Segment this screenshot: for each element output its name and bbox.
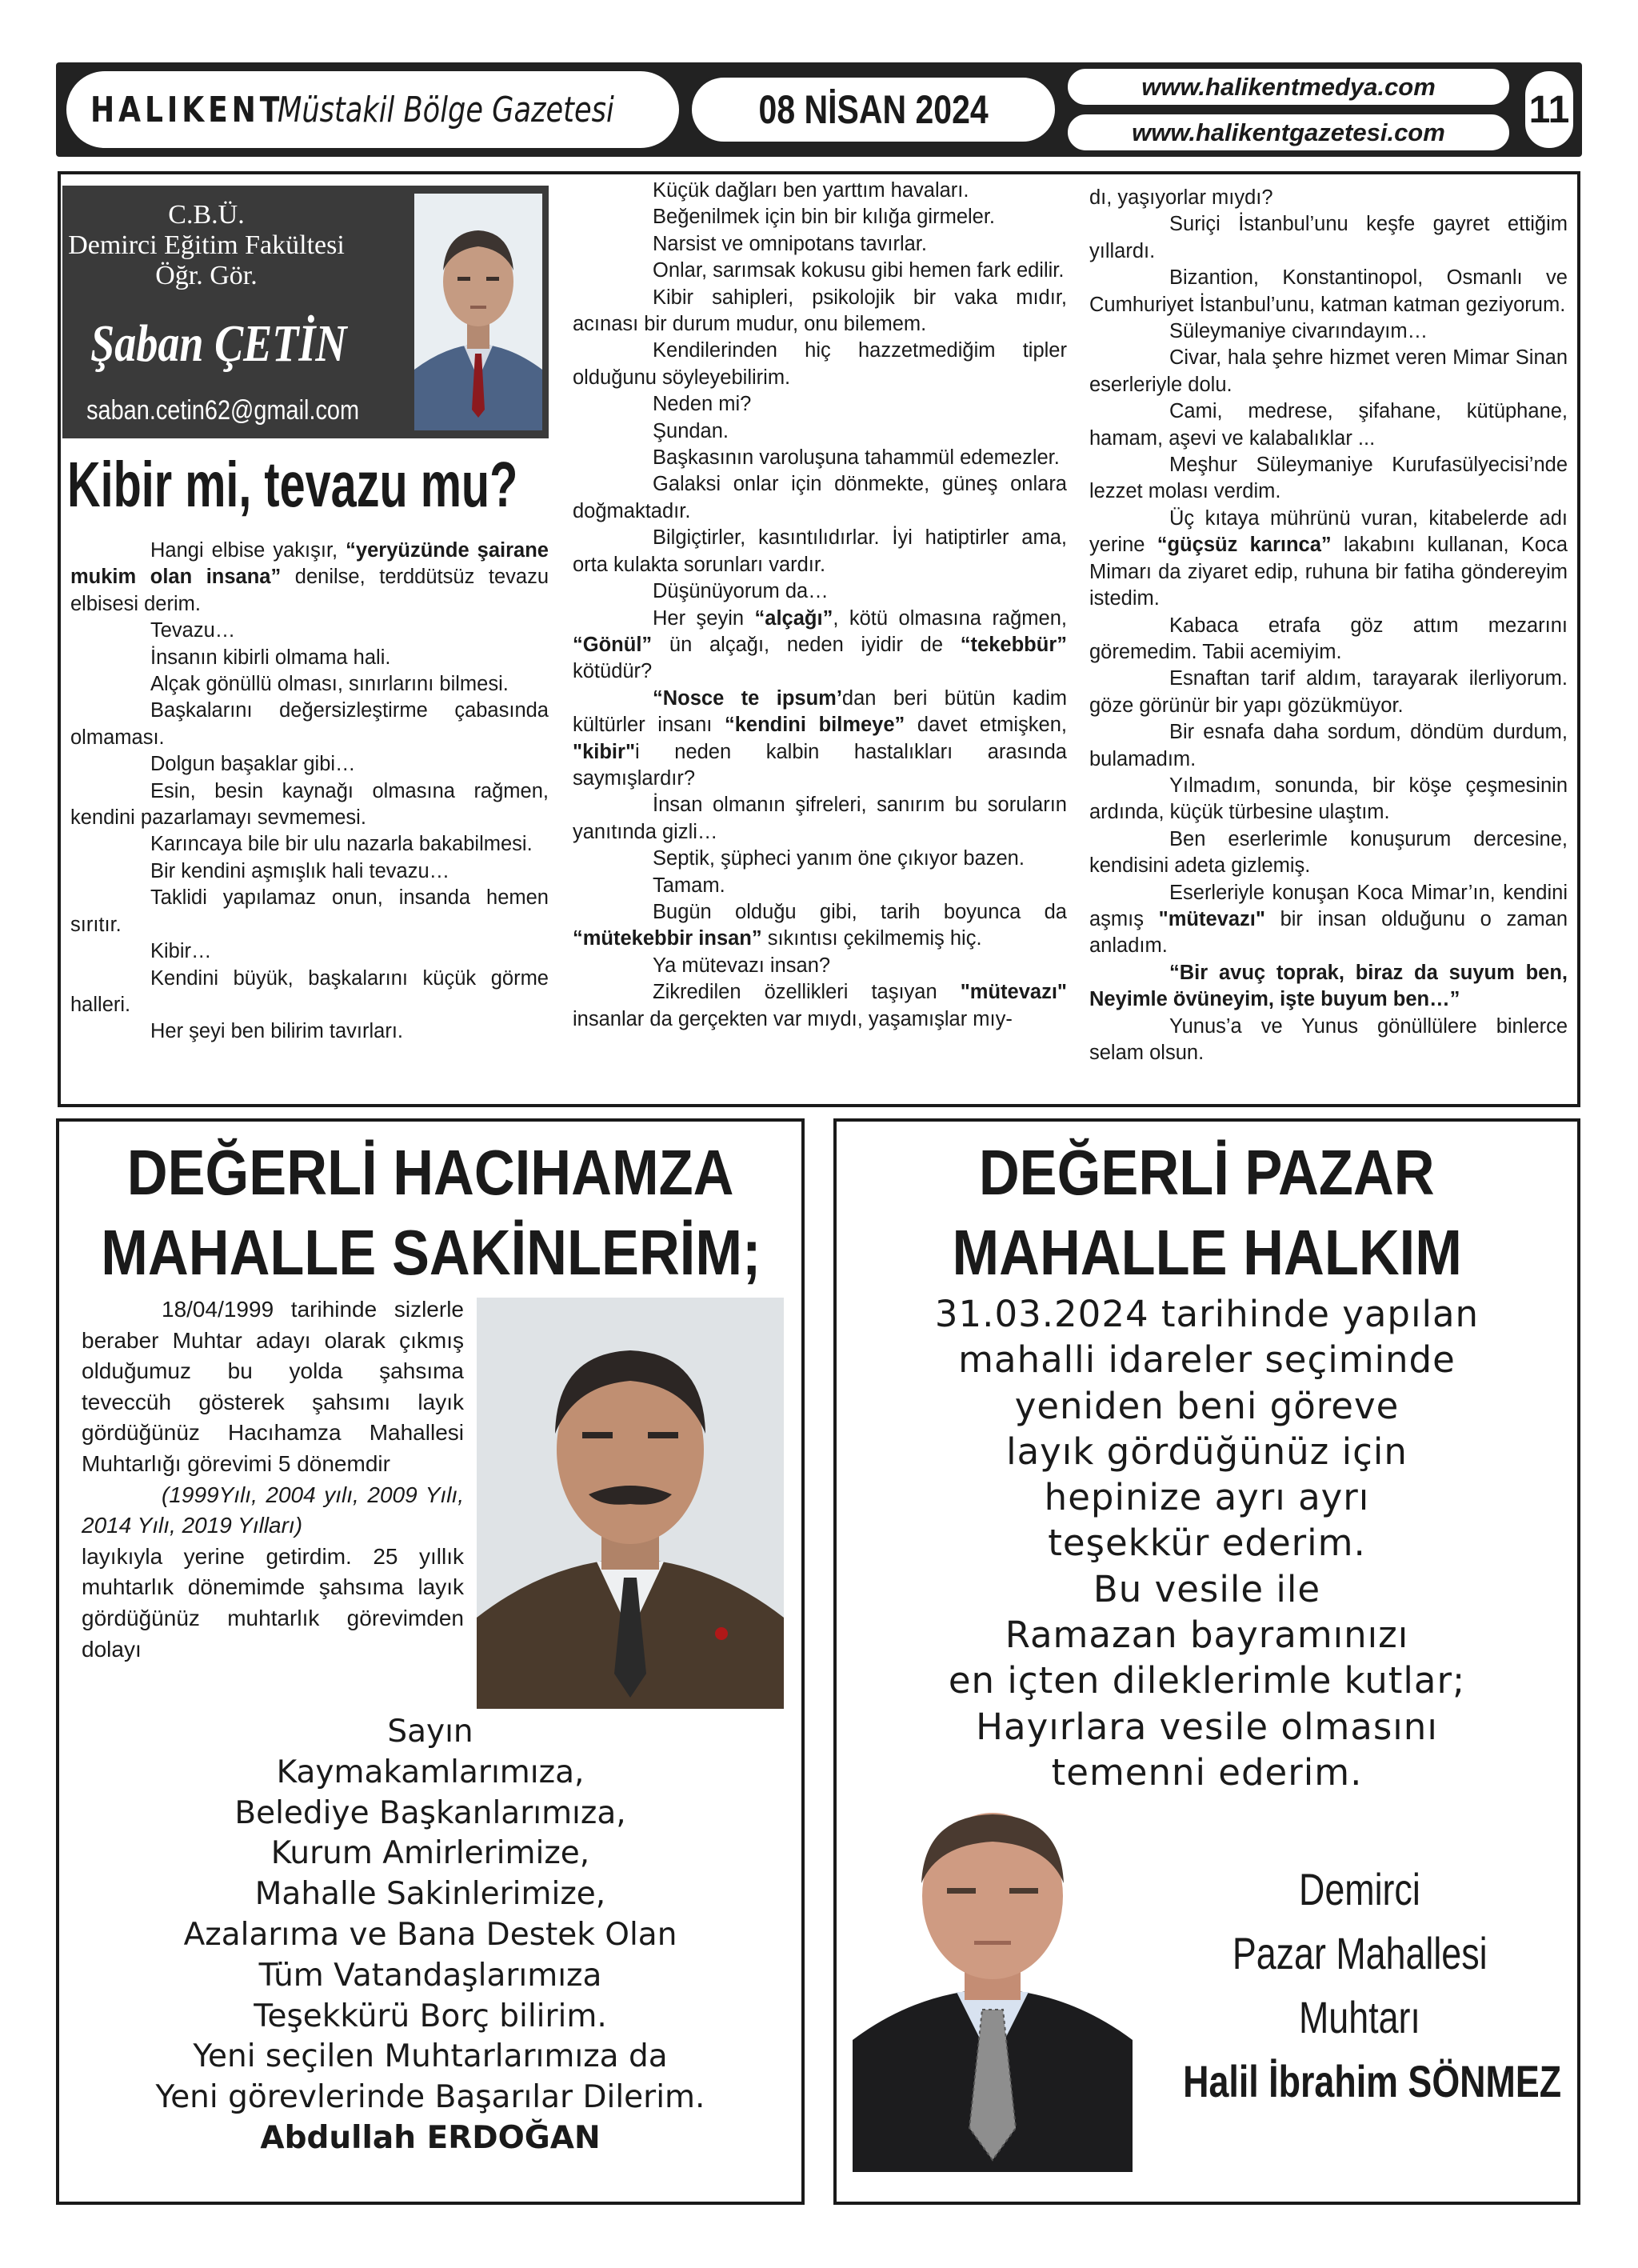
article-paragraph: Meşhur Süleymaniye Kurufasülyecisi’nde lezzet molası verdim.: [1089, 454, 1568, 503]
article-paragraph: İnsan olmanın şifreleri, sanırım bu soruların yanıtında gizli…: [573, 794, 1067, 843]
signature-district: Pazar Mahallesi: [1232, 1928, 1488, 1978]
article-paragraph: Kabaca etrafa göz attım mezarını göremedim. Tabii acemiyim.: [1089, 614, 1568, 663]
ad-left-line: Teşekkürü Borç bilirim.: [254, 1998, 607, 2034]
article-paragraph: Bugün olduğu gibi, tarih boyunca da “mütekebbir insan” sıkıntısı çekilmemiş hiç.: [573, 900, 1067, 950]
article-paragraph: Eserleriyle konuşan Koca Mimar’ın, kendini aşmış "mütevazı" bir insan olduğunu o zaman anladım.: [1089, 881, 1568, 958]
issue-date: 08 NİSAN 2024: [758, 87, 989, 132]
ad-left-signature: Abdullah ERDOĞAN: [260, 2119, 601, 2156]
ad-right-line: yeniden beni göreve: [1014, 1384, 1400, 1427]
ad-left-line: Tüm Vatandaşlarımıza: [258, 1957, 602, 1994]
article-paragraph: Süleymaniye civarındayım…: [1169, 320, 1428, 343]
article-column-1: [70, 538, 549, 1046]
article-paragraph: Tamam.: [653, 874, 725, 897]
article-paragraph: Karıncaya bile bir ulu nazarla bakabilmesi.: [150, 833, 533, 856]
ad-left-line: Belediye Başkanlarımıza,: [234, 1794, 626, 1831]
ad-left-years: (1999Yılı, 2004 yılı, 2009 Yılı, 2014 Yılı, 2019 Yılları): [82, 1482, 464, 1538]
article-paragraph: dı, yaşıyorlar mıydı?: [1089, 186, 1273, 209]
article-paragraph: Bir esnafa daha sordum, döndüm durdum, bulamadım.: [1089, 721, 1568, 770]
masthead: [56, 62, 1582, 157]
article-column-3: [1089, 185, 1568, 1066]
author-card: [62, 186, 549, 438]
ad-left-line: Azalarıma ve Bana Destek Olan: [183, 1916, 677, 1953]
website-pill-2: [1065, 112, 1512, 153]
article-paragraph: İnsanın kibirli olmama hali.: [150, 646, 391, 669]
article-title: Kibir mi, tevazu mu?: [67, 449, 518, 520]
website-link-1[interactable]: www.halikentmedya.com: [1141, 72, 1436, 101]
author-email[interactable]: saban.cetin62@gmail.com: [86, 395, 360, 426]
date-pill: [689, 75, 1057, 144]
page-number: 11: [1528, 88, 1570, 131]
article-paragraph: Bizantion, Konstantinopol, Osmanlı ve Cumhuriyet İstanbul’unu, katman katman geziyorum.: [1089, 266, 1568, 316]
website-link-2[interactable]: www.halikentgazetesi.com: [1132, 118, 1445, 146]
newspaper-tagline: Müstakil Bölge Gazetesi: [278, 89, 615, 130]
ad-right-body: [833, 1291, 1580, 1795]
ad-right-line: teşekkür ederim.: [1048, 1522, 1366, 1565]
author-faculty: Demirci Eğitim Fakültesi: [68, 230, 345, 260]
article-paragraph: Tevazu…: [150, 619, 236, 642]
article-paragraph: Esnaftan tarif aldım, tarayarak ilerliyorum. göze görünür bir yapı gözükmüyor.: [1089, 667, 1568, 717]
muhtar-photo-right: [853, 1800, 1133, 2172]
muhtar-photo-left: [477, 1298, 784, 1709]
ad-left-thanks: [56, 1712, 805, 2159]
ad-right-line: hepinize ayrı ayrı: [1044, 1476, 1370, 1519]
ad-right-line: layık gördüğünüz için: [1006, 1430, 1408, 1473]
ad-right-heading-2: MAHALLE HALKIM: [952, 1217, 1462, 1288]
ad-right-line: temenni ederim.: [1051, 1750, 1363, 1794]
article-paragraph: “Nosce te ipsum’dan beri bütün kadim kültürler insanı “kendini bilmeye” davet etmişken, "kibir"i neden kalbin hastalıkları arasında saymışlardır?: [573, 686, 1068, 790]
signature-name: Halil İbrahim SÖNMEZ: [1183, 2056, 1562, 2106]
article-paragraph: Onlar, sarımsak kokusu gibi hemen fark edilir.: [653, 259, 1065, 282]
article-paragraph: Her şeyin “alçağı”, kötü olmasına rağmen, “Gönül” ün alçağı, neden iyidir de “tekebbür” kötüdür?: [573, 606, 1067, 683]
ad-left-paragraph-1: 18/04/1999 tarihinde sizlerle beraber Muhtar adayı olarak çıkmış olduğumuz bu yolda şahsıma teveccüh gösterek şahsımı layık gördüğünüz Hacıhamza Mahallesi Muhtarlığı görevimi 5 dönemdir: [82, 1297, 464, 1476]
article-paragraph: Cami, medrese, şifahane, kütüphane, hamam, aşevi ve kalabalıklar ...: [1089, 400, 1568, 450]
article-column-2: [573, 178, 1067, 1033]
page-number-pill: [1523, 69, 1576, 150]
website-pill-1: [1065, 66, 1512, 107]
ad-left-line: Yeni seçilen Muhtarlarımıza da: [193, 2038, 668, 2075]
article-paragraph: Kendini büyük, başkalarını küçük görme halleri.: [70, 966, 549, 1016]
article-paragraph: Septik, şüpheci yanım öne çıkıyor bazen.: [653, 847, 1025, 870]
author-name: Şaban ÇETİN: [90, 314, 347, 373]
article-paragraph: Kibir…: [150, 940, 212, 963]
article-paragraph: Bir kendini aşmışlık hali tevazu…: [150, 859, 450, 882]
ad-left-line: Yeni görevlerinde Başarılar Dilerim.: [155, 2079, 705, 2116]
article-paragraph: Ya mütevazı insan?: [653, 954, 831, 977]
ad-right-line: Hayırlara vesile olmasını: [976, 1705, 1438, 1748]
ad-right-line: 31.03.2024 tarihinde yapılan: [934, 1293, 1480, 1335]
ad-right-line: en içten dileklerimle kutlar;: [948, 1659, 1466, 1702]
signature-role: Muhtarı: [1299, 1992, 1420, 2042]
ad-left-line: Kaymakamlarımıza,: [276, 1754, 585, 1790]
article-paragraph: Hangi elbise yakışır, “yeryüzünde şairane mukim olan insana” denilse, terddütsüz tevazu elbisesi derim.: [70, 539, 549, 615]
article-paragraph: Kibir sahipleri, psikolojik bir vaka mıdır, acınası bir durum mudur, onu bilemem.: [573, 286, 1067, 336]
article-paragraph: Başkasının varoluşuna tahammül edemezler.: [653, 446, 1060, 470]
ad-left-body: [82, 1294, 464, 1665]
article-paragraph: Beğenilmek için bin bir kılığa girmeler.: [653, 206, 996, 229]
article-paragraph: Her şeyi ben bilirim tavırları.: [150, 1020, 403, 1043]
ad-left-heading-2: MAHALLE SAKİNLERİM;: [101, 1217, 761, 1288]
article-paragraph: Düşünüyorum da…: [653, 580, 829, 603]
article-paragraph: Küçük dağları ben yarttım havaları.: [653, 179, 969, 202]
ad-left-line: Kurum Amirlerimize,: [270, 1835, 590, 1872]
article-paragraph: Üç kıtaya mührünü vuran, kitabelerde adı yerine “güçsüz karınca” lakabını kullanan, Koca Mimarı da ziyaret edip, ruhuna bir fatiha göndereyim istedim.: [1089, 506, 1568, 610]
ad-right-heading-1: DEĞERLİ PAZAR: [979, 1137, 1435, 1208]
article-paragraph: Narsist ve omnipotans tavırlar.: [653, 232, 927, 255]
article-paragraph: Esin, besin kaynağı olmasına rağmen, kendini pazarlamayı sevmemesi.: [70, 779, 549, 830]
article-paragraph: Civar, hala şehre hizmet veren Mimar Sinan eserleriyle dolu.: [1089, 346, 1568, 396]
author-title: Öğr. Gör.: [155, 261, 258, 290]
brand-pill: [64, 69, 681, 150]
ad-left-heading-1: DEĞERLİ HACIHAMZA: [126, 1137, 734, 1208]
ad-right-line: Ramazan bayramınızı: [1005, 1614, 1409, 1657]
newspaper-name: HALIKENT: [90, 89, 284, 130]
ad-left-paragraph-2: layıkıyla yerine getirdim. 25 yıllık muhtarlık dönemimde şahsıma layık gördüğünüz muhtarlık görevimden dolayı: [82, 1543, 464, 1662]
article-paragraph: Yılmadım, sonunda, bir köşe çeşmesinin ardında, küçük türbesine ulaştım.: [1089, 774, 1568, 824]
ad-right-line: mahalli idareler seçiminde: [958, 1338, 1456, 1382]
article-paragraph: “Bir avuç toprak, biraz da suyum ben, Neyimle övüneyim, işte buyum ben…”: [1089, 961, 1568, 1011]
article-paragraph: Galaksi onlar için dönmekte, güneş onlara doğmaktadır.: [573, 473, 1067, 522]
author-university: C.B.Ü.: [168, 200, 245, 230]
author-photo: [414, 194, 542, 430]
ad-left-line: Sayın: [387, 1714, 473, 1750]
article-paragraph: Yunus’a ve Yunus gönüllülere binlerce selam olsun.: [1089, 1014, 1568, 1064]
article-paragraph: Dolgun başaklar gibi…: [150, 753, 356, 776]
article-paragraph: Şundan.: [653, 419, 729, 442]
article-paragraph: Kendilerinden hiç hazzetmediğim tipler olduğunu söyleyebilirim.: [573, 339, 1067, 389]
article-paragraph: Suriçi İstanbul’unu keşfe gayret ettiğim yıllardı.: [1089, 213, 1568, 262]
article-paragraph: Neden mi?: [653, 393, 752, 416]
signature-place: Demirci: [1299, 1864, 1420, 1914]
article-paragraph: Alçak gönüllü olması, sınırlarını bilmesi.: [150, 673, 509, 696]
article-paragraph: Taklidi yapılamaz onun, insanda hemen sırıtır.: [70, 886, 549, 936]
ad-right-signature: [1136, 1858, 1584, 2114]
article-paragraph: Bilgiçtirler, kasıntılıdırlar. İyi hatiptirler ama, orta kulakta sorunları vardır.: [573, 526, 1067, 576]
article-paragraph: Başkalarını değersizleştirme çabasında olmaması.: [70, 699, 549, 749]
article-paragraph: Zikredilen özellikleri taşıyan "mütevazı" insanlar da gerçekten var mıydı, yaşamışlar mıy-: [573, 981, 1067, 1030]
ad-left-line: Mahalle Sakinlerimize,: [254, 1876, 606, 1913]
ad-right-line: Bu vesile ile: [1093, 1567, 1321, 1610]
article-paragraph: Ben eserlerimle konuşurum dercesine, kendisini adeta gizlemiş.: [1089, 827, 1568, 878]
